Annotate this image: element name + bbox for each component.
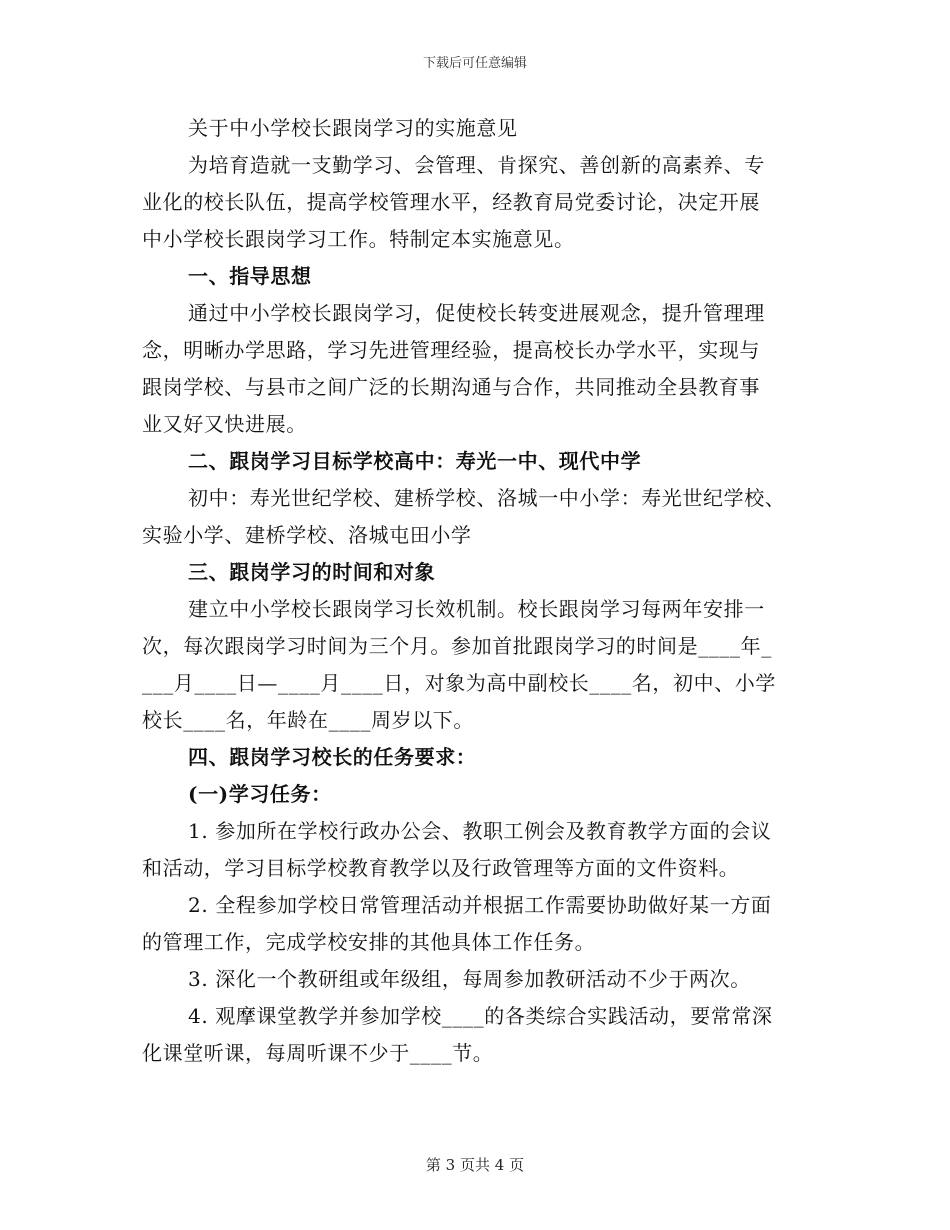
paragraph-line: 中小学校长跟岗学习工作。特制定本实施意见。 bbox=[142, 227, 575, 251]
paragraph-line: 实验小学、建桥学校、洛城屯田小学 bbox=[142, 523, 472, 547]
paragraph-line: 初中：寿光世纪学校、建桥学校、洛城一中小学：寿光世纪学校、 bbox=[188, 486, 786, 510]
paragraph-line: 通过中小学校长跟岗学习，促使校长转变进展观念，提升管理理 bbox=[188, 301, 765, 325]
section-heading: 一、指导思想 bbox=[188, 264, 312, 288]
page-footer: 第 3 页共 4 页 bbox=[425, 1156, 525, 1174]
list-item-line: 的管理工作，完成学校安排的其他具体工作任务。 bbox=[142, 930, 596, 954]
list-item-line: 化课堂听课，每周听课不少于____节。 bbox=[142, 1041, 494, 1065]
section-heading: 二、跟岗学习目标学校高中：寿光一中、现代中学 bbox=[188, 449, 642, 473]
section-heading: 三、跟岗学习的时间和对象 bbox=[188, 560, 436, 584]
paragraph-line: ___月____日—____月____日，对象为高中副校长____名，初中、小学 bbox=[142, 671, 776, 695]
paragraph-line: 业又好又快进展。 bbox=[142, 412, 307, 436]
paragraph-line: 建立中小学校长跟岗学习长效机制。校长跟岗学习每两年安排一 bbox=[188, 597, 765, 621]
list-item-line: 3. 深化一个教研组或年级组，每周参加教研活动不少于两次。 bbox=[188, 967, 751, 991]
paragraph-line: 念，明晰办学思路，学习先进管理经验，提高校长办学水平，实现与 bbox=[142, 338, 760, 362]
paragraph-line: 业化的校长队伍，提高学校管理水平，经教育局党委讨论，决定开展 bbox=[142, 190, 760, 214]
paragraph-line: 跟岗学校、与县市之间广泛的长期沟通与合作，共同推动全县教育事 bbox=[142, 375, 760, 399]
list-item-line: 1. 参加所在学校行政办公会、教职工例会及教育教学方面的会议 bbox=[188, 819, 772, 843]
page-header: 下载后可任意编辑 bbox=[422, 56, 527, 71]
paragraph-line: 次，每次跟岗学习时间为三个月。参加首批跟岗学习的时间是____年_ bbox=[142, 634, 772, 658]
list-item-line: 4. 观摩课堂教学并参加学校____的各类综合实践活动，要常常深 bbox=[188, 1004, 773, 1028]
list-item-line: 和活动，学习目标学校教育教学以及行政管理等方面的文件资料。 bbox=[142, 856, 740, 880]
section-heading: 四、跟岗学习校长的任务要求： bbox=[188, 745, 477, 769]
list-item-line: 2. 全程参加学校日常管理活动并根据工作需要协助做好某一方面 bbox=[188, 893, 772, 917]
subsection-heading: (一)学习任务： bbox=[188, 782, 332, 806]
document-title: 关于中小学校长跟岗学习的实施意见 bbox=[188, 116, 518, 140]
paragraph-line: 为培育造就一支勤学习、会管理、肯探究、善创新的高素养、专 bbox=[188, 153, 765, 177]
document-body bbox=[142, 110, 808, 1072]
paragraph-line: 校长____名，年龄在____周岁以下。 bbox=[142, 708, 474, 732]
